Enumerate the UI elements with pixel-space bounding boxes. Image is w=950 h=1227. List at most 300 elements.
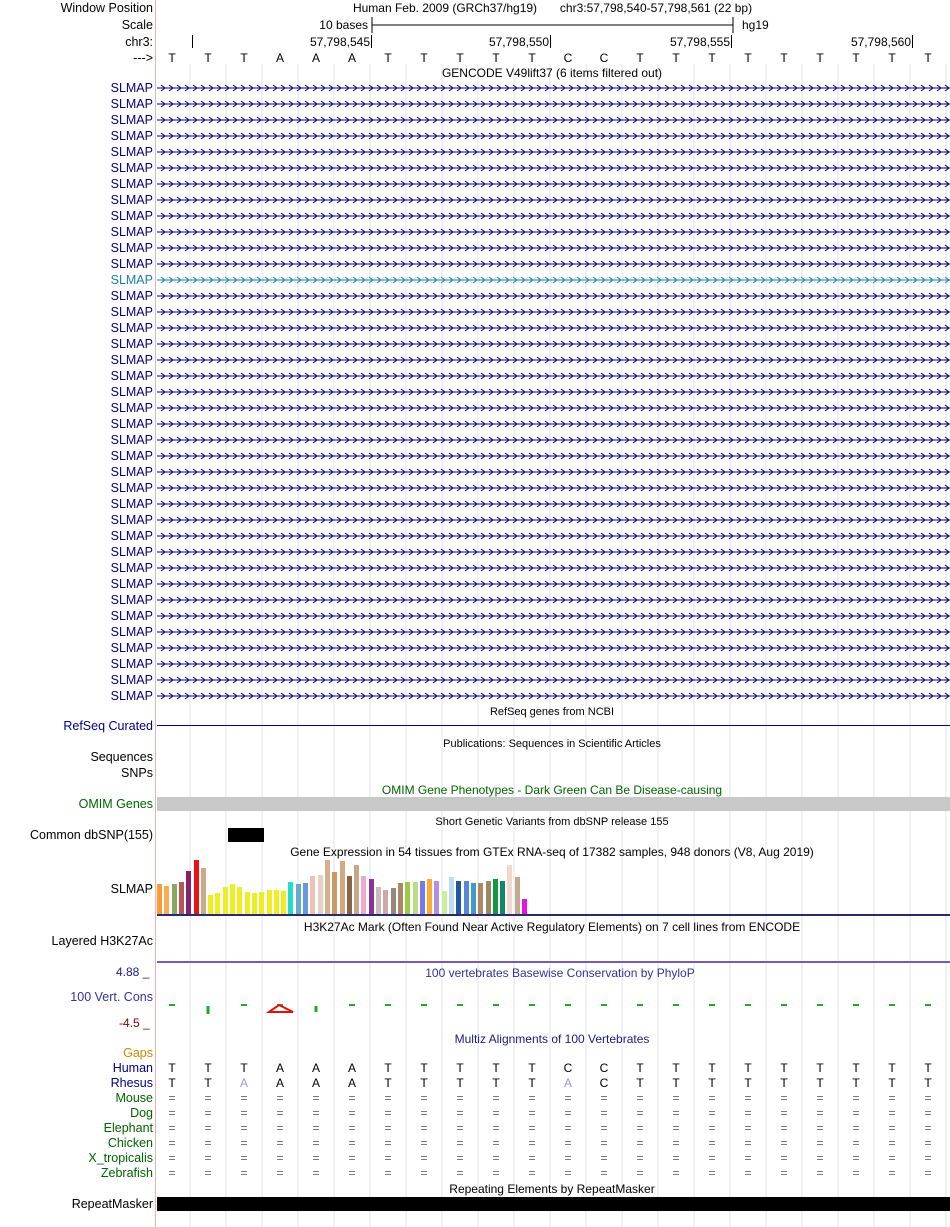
alignment-base: = [708,1166,716,1180]
transcript-name[interactable]: SLMAP [110,177,153,191]
alignment-base: = [708,1091,716,1105]
alignment-base: A [275,1061,284,1075]
gtex-bar[interactable] [281,891,286,914]
alignment-base: = [528,1091,536,1105]
transcript-intron[interactable] [157,496,950,512]
alignment-base: = [456,1091,464,1105]
transcript-name[interactable]: SLMAP [110,193,153,207]
transcript-name[interactable]: SLMAP [110,625,153,639]
gtex-bar[interactable] [215,893,220,914]
gtex-bar[interactable] [164,886,169,914]
transcript-name[interactable]: SLMAP [110,497,153,511]
gtex-bar[interactable] [237,887,242,914]
phylop-title[interactable]: 100 vertebrates Basewise Conservation by PhyloP [425,966,695,980]
alignment-base: = [528,1106,536,1120]
transcript-intron[interactable] [157,112,950,128]
species-label[interactable]: Human [112,1061,153,1075]
transcript-intron[interactable] [157,240,950,256]
alignment-base: = [708,1151,716,1165]
transcript-intron[interactable] [157,176,950,192]
base: T [636,51,644,65]
gtex-bar[interactable] [434,881,439,914]
transcript-name[interactable]: SLMAP [110,577,153,591]
transcript-name[interactable]: SLMAP [110,673,153,687]
gencode-transcript[interactable] [0,192,950,208]
alignment-base: T [852,1076,860,1090]
alignment-base: C [599,1061,609,1075]
gtex-bar[interactable] [405,882,410,914]
gtex-bar[interactable] [223,887,228,914]
gencode-transcript[interactable] [0,576,950,592]
gtex-bar[interactable] [354,865,359,914]
transcript-name[interactable]: SLMAP [110,369,153,383]
transcript-name[interactable]: SLMAP [110,305,153,319]
gtex-bar[interactable] [456,881,461,914]
alignment-base: T [492,1076,500,1090]
gtex-bar[interactable] [288,882,293,914]
transcript-intron[interactable] [157,624,950,640]
gencode-transcript[interactable] [0,304,950,320]
gencode-transcript[interactable] [0,288,950,304]
gencode-transcript[interactable] [0,448,950,464]
species-label[interactable]: Mouse [115,1091,153,1105]
transcript-name[interactable]: SLMAP [110,289,153,303]
dbsnp-label[interactable]: Common dbSNP(155) [30,828,153,842]
publications-label-2[interactable]: SNPs [121,766,153,780]
gtex-bar[interactable] [361,876,366,914]
transcript-intron[interactable] [157,96,950,112]
transcript-name[interactable]: SLMAP [110,129,153,143]
alignment-base: T [888,1061,896,1075]
gencode-title[interactable]: GENCODE V49lift37 (6 items filtered out) [441,66,663,80]
gtex-bar[interactable] [325,860,330,914]
alignment-base: = [168,1091,176,1105]
gtex-bar[interactable] [471,883,476,914]
transcript-intron[interactable] [157,416,950,432]
transcript-intron[interactable] [157,512,950,528]
gtex-bar[interactable] [464,881,469,914]
transcript-name[interactable]: SLMAP [110,257,153,271]
gencode-transcript[interactable] [0,368,950,384]
alignment-base: = [492,1106,500,1120]
gencode-transcript[interactable] [0,496,950,512]
gencode-transcript[interactable] [0,560,950,576]
alignment-base: = [456,1121,464,1135]
transcript-name[interactable]: SLMAP [110,401,153,415]
dbsnp-title[interactable]: Short Genetic Variants from dbSNP release 155 [435,816,669,828]
repeatmasker-label[interactable]: RepeatMasker [71,1197,153,1211]
transcript-intron[interactable] [157,528,950,544]
alignment-base: = [240,1151,248,1165]
gtex-bar[interactable] [391,888,396,914]
gencode-transcript[interactable] [0,528,950,544]
alignment-base: = [276,1091,284,1105]
alignment-base: T [384,1061,392,1075]
gtex-bar[interactable] [296,884,301,914]
gtex-bar[interactable] [369,879,374,914]
gtex-bar[interactable] [507,865,512,914]
alignment-base: = [384,1166,392,1180]
transcript-name[interactable]: SLMAP [110,657,153,671]
alignment-base: = [204,1136,212,1150]
species-label[interactable]: Dog [130,1106,153,1120]
transcript-name[interactable]: SLMAP [110,209,153,223]
gencode-transcript[interactable] [0,240,950,256]
multiz-title[interactable]: Multiz Alignments of 100 Vertebrates [454,1032,650,1046]
alignment-base: = [672,1151,680,1165]
base: T [924,51,932,65]
species-label[interactable]: Rhesus [110,1076,153,1090]
transcript-intron[interactable] [157,256,950,272]
transcript-intron[interactable] [157,224,950,240]
gtex-bar[interactable] [157,884,162,914]
alignment-base: T [384,1076,392,1090]
transcript-name[interactable]: SLMAP [110,529,153,543]
base: T [780,51,788,65]
alignment-base: = [348,1106,356,1120]
alignment-base: T [528,1076,536,1090]
alignment-base: = [816,1151,824,1165]
alignment-base: = [528,1136,536,1150]
gtex-bar[interactable] [179,882,184,914]
alignment-base: = [600,1166,608,1180]
coord-label: 57,798,555 [669,35,730,49]
scale-label: Scale [121,18,153,32]
alignment-base: = [816,1136,824,1150]
coord-label: 57,798,560 [850,35,911,49]
alignment-base: T [240,1061,248,1075]
dbsnp-feature[interactable] [228,828,264,842]
gtex-bar[interactable] [186,871,191,914]
alignment-base: T [672,1076,680,1090]
alignment-base: = [456,1151,464,1165]
transcript-name[interactable]: SLMAP [110,161,153,175]
transcript-intron[interactable] [157,192,950,208]
alignment-base: = [888,1136,896,1150]
gencode-transcript[interactable] [0,160,950,176]
gtex-bar[interactable] [398,883,403,914]
gencode-transcript[interactable] [0,96,950,112]
gencode-transcript[interactable] [0,384,950,400]
gtex-bar[interactable] [332,872,337,914]
alignment-base: = [888,1106,896,1120]
refseq-label[interactable]: RefSeq Curated [63,719,153,733]
omim-title[interactable]: OMIM Gene Phenotypes - Dark Green Can Be Disease-causing [381,783,723,797]
gencode-transcript[interactable] [0,544,950,560]
alignment-base: = [420,1151,428,1165]
alignment-base: = [384,1121,392,1135]
alignment-base: = [312,1106,320,1120]
publications-title[interactable]: Publications: Sequences in Scientific Articles [443,738,661,750]
alignment-base: = [204,1166,212,1180]
gencode-transcript[interactable] [0,400,950,416]
base: C [599,51,609,65]
alignment-base: = [384,1151,392,1165]
transcript-intron[interactable] [157,464,950,480]
transcript-intron[interactable] [157,208,950,224]
gencode-transcript[interactable] [0,208,950,224]
gtex-bar[interactable] [442,891,447,914]
gencode-transcript[interactable] [0,352,950,368]
omim-label[interactable]: OMIM Genes [78,797,153,811]
gencode-transcript[interactable] [0,112,950,128]
alignment-base: = [636,1151,644,1165]
alignment-base: = [636,1106,644,1120]
alignment-base: = [168,1166,176,1180]
base: T [852,51,860,65]
gencode-transcript[interactable] [0,336,950,352]
gtex-bar[interactable] [267,890,272,914]
gtex-bar[interactable] [522,899,527,914]
gencode-transcript[interactable] [0,128,950,144]
transcript-intron[interactable] [157,592,950,608]
alignment-base: T [888,1076,896,1090]
transcript-name[interactable]: SLMAP [110,417,153,431]
gtex-bar-chart[interactable] [157,860,557,914]
alignment-base: = [672,1166,680,1180]
alignment-base: = [276,1106,284,1120]
gtex-title[interactable]: Gene Expression in 54 tissues from GTEx RNA-seq of 17382 samples, 948 donors (V8, Aug 2019) [290,845,814,859]
gtex-bar[interactable] [347,876,352,914]
transcript-name[interactable]: SLMAP [110,481,153,495]
phylop-max: 4.88 _ [116,965,150,979]
gtex-bar[interactable] [486,881,491,914]
phylop-plot[interactable] [157,992,950,1022]
transcript-name[interactable]: SLMAP [110,465,153,479]
gencode-transcript[interactable] [0,592,950,608]
gtex-bar[interactable] [493,879,498,914]
transcript-name[interactable]: SLMAP [110,545,153,559]
alignment-base: C [599,1076,609,1090]
gtex-bar[interactable] [230,884,235,914]
alignment-base: = [852,1151,860,1165]
species-label[interactable]: Zebrafish [100,1166,153,1180]
transcript-intron[interactable] [157,304,950,320]
base: T [708,51,716,65]
gencode-transcript[interactable] [0,656,950,672]
repeatmasker-bar[interactable] [157,1197,950,1211]
alignment-base: T [204,1076,212,1090]
gtex-bar[interactable] [383,890,388,914]
transcript-intron[interactable] [157,384,950,400]
alignment-base: = [780,1106,788,1120]
h3k27ac-label[interactable]: Layered H3K27Ac [51,934,153,948]
alignment-base: = [204,1091,212,1105]
alignment-base: = [168,1121,176,1135]
gencode-transcript[interactable] [0,464,950,480]
species-label[interactable]: Chicken [107,1136,153,1150]
publications-label-1[interactable]: Sequences [90,750,153,764]
alignment-base: T [168,1076,176,1090]
transcript-name[interactable]: SLMAP [110,433,153,447]
transcript-name[interactable]: SLMAP [110,449,153,463]
coord-tick [731,35,732,48]
alignment-base: = [492,1166,500,1180]
transcript-intron[interactable] [157,608,950,624]
alignment-base: = [384,1091,392,1105]
transcript-intron[interactable] [157,80,950,96]
gencode-transcript[interactable] [0,272,950,288]
alignment-base: = [924,1121,932,1135]
transcript-name[interactable]: SLMAP [110,561,153,575]
transcript-intron[interactable] [157,448,950,464]
transcript-name[interactable]: SLMAP [110,353,153,367]
gencode-transcript[interactable] [0,256,950,272]
phylop-label[interactable]: 100 Vert. Cons [70,990,153,1004]
transcript-name[interactable]: SLMAP [110,241,153,255]
transcript-intron[interactable] [157,128,950,144]
species-label[interactable]: X_tropicalis [88,1151,153,1165]
transcript-intron[interactable] [157,432,950,448]
alignment-base: = [456,1166,464,1180]
transcript-intron[interactable] [157,272,950,288]
alignment-base: = [636,1091,644,1105]
alignment-base: = [240,1136,248,1150]
transcript-intron[interactable] [157,560,950,576]
gtex-bar[interactable] [303,883,308,914]
transcript-intron[interactable] [157,656,950,672]
gtex-bar[interactable] [208,895,213,914]
transcript-intron[interactable] [157,368,950,384]
position-text: chr3:57,798,540-57,798,561 (22 bp) [559,1,753,15]
gtex-bar[interactable] [427,879,432,914]
window-position-label: Window Position [60,1,153,15]
alignment-base: T [636,1076,644,1090]
gencode-transcript[interactable] [0,688,950,704]
gtex-bar[interactable] [515,877,520,914]
alignment-base: A [347,1061,356,1075]
alignment-base: T [816,1061,824,1075]
alignment-base: = [276,1136,284,1150]
gtex-bar[interactable] [201,868,206,914]
transcript-intron[interactable] [157,672,950,688]
alignment-base: = [744,1136,752,1150]
gtex-bar[interactable] [449,877,454,914]
gencode-transcript[interactable] [0,672,950,688]
transcript-intron[interactable] [157,640,950,656]
alignment-base: A [275,1076,284,1090]
gtex-bar[interactable] [245,892,250,914]
transcript-intron[interactable] [157,544,950,560]
gtex-bar[interactable] [252,893,257,914]
gtex-bar[interactable] [376,887,381,914]
alignment-base: = [420,1136,428,1150]
alignment-base: = [348,1166,356,1180]
base: A [347,51,356,65]
gtex-bar[interactable] [420,881,425,914]
chrom-label: chr3: [125,35,153,49]
gencode-transcript[interactable] [0,432,950,448]
transcript-name[interactable]: SLMAP [110,97,153,111]
gtex-bar[interactable] [194,860,199,914]
h3k27ac-title[interactable]: H3K27Ac Mark (Often Found Near Active Regulatory Elements) on 7 cell lines from ENCODE [303,920,801,934]
alignment-base: = [168,1136,176,1150]
gtex-bar[interactable] [478,883,483,914]
scale-text: 10 bases [319,18,368,32]
transcript-intron[interactable] [157,144,950,160]
transcript-intron[interactable] [157,288,950,304]
alignment-base: = [312,1121,320,1135]
transcript-intron[interactable] [157,400,950,416]
transcript-name[interactable]: SLMAP [110,689,153,703]
gencode-transcript[interactable] [0,176,950,192]
gtex-bar[interactable] [413,882,418,914]
gtex-bar[interactable] [310,876,315,914]
transcript-name[interactable]: SLMAP [110,641,153,655]
species-label[interactable]: Elephant [103,1121,153,1135]
alignment-base: T [420,1061,428,1075]
alignment-base: = [348,1151,356,1165]
gtex-bar[interactable] [318,875,323,914]
gencode-transcript[interactable] [0,144,950,160]
gencode-transcript[interactable] [0,624,950,640]
omim-bar[interactable] [157,797,950,811]
transcript-name[interactable]: SLMAP [110,513,153,527]
alignment-base: = [816,1121,824,1135]
alignment-base: = [924,1136,932,1150]
h3k27ac-signal[interactable] [157,961,950,963]
gtex-bar[interactable] [172,884,177,914]
alignment-base: T [204,1061,212,1075]
transcript-name[interactable]: SLMAP [110,273,153,287]
transcript-name[interactable]: SLMAP [110,145,153,159]
alignment-base: = [852,1121,860,1135]
transcript-name[interactable]: SLMAP [110,81,153,95]
alignment-base: = [276,1151,284,1165]
refseq-line[interactable] [157,725,950,726]
alignment-base: = [528,1166,536,1180]
gtex-bar[interactable] [340,861,345,914]
transcript-intron[interactable] [157,352,950,368]
transcript-intron[interactable] [157,160,950,176]
gencode-transcript[interactable] [0,320,950,336]
transcript-intron[interactable] [157,320,950,336]
gencode-transcript[interactable] [0,608,950,624]
transcript-name[interactable]: SLMAP [110,609,153,623]
transcript-intron[interactable] [157,576,950,592]
transcript-name[interactable]: SLMAP [110,337,153,351]
gtex-label[interactable]: SLMAP [110,882,153,896]
transcript-name[interactable]: SLMAP [110,593,153,607]
transcript-intron[interactable] [157,336,950,352]
gtex-bar[interactable] [274,890,279,914]
gencode-transcript[interactable] [0,480,950,496]
base: T [420,51,428,65]
gtex-bar[interactable] [259,892,264,914]
transcript-intron[interactable] [157,688,950,704]
alignment-base: = [852,1106,860,1120]
alignment-base: = [276,1166,284,1180]
transcript-intron[interactable] [157,480,950,496]
gencode-transcript[interactable] [0,416,950,432]
gencode-transcript[interactable] [0,224,950,240]
alignment-base: = [420,1106,428,1120]
transcript-name[interactable]: SLMAP [110,385,153,399]
alignment-base: = [204,1106,212,1120]
transcript-name[interactable]: SLMAP [110,225,153,239]
gtex-bar[interactable] [500,881,505,914]
alignment-base: = [888,1091,896,1105]
repeatmasker-title[interactable]: Repeating Elements by RepeatMasker [449,1182,655,1196]
gencode-transcript[interactable] [0,640,950,656]
alignment-base: = [240,1106,248,1120]
refseq-title[interactable]: RefSeq genes from NCBI [489,706,615,718]
alignment-base: = [600,1151,608,1165]
transcript-name[interactable]: SLMAP [110,321,153,335]
gencode-transcript[interactable] [0,80,950,96]
gencode-transcript[interactable] [0,512,950,528]
transcript-name[interactable]: SLMAP [110,113,153,127]
